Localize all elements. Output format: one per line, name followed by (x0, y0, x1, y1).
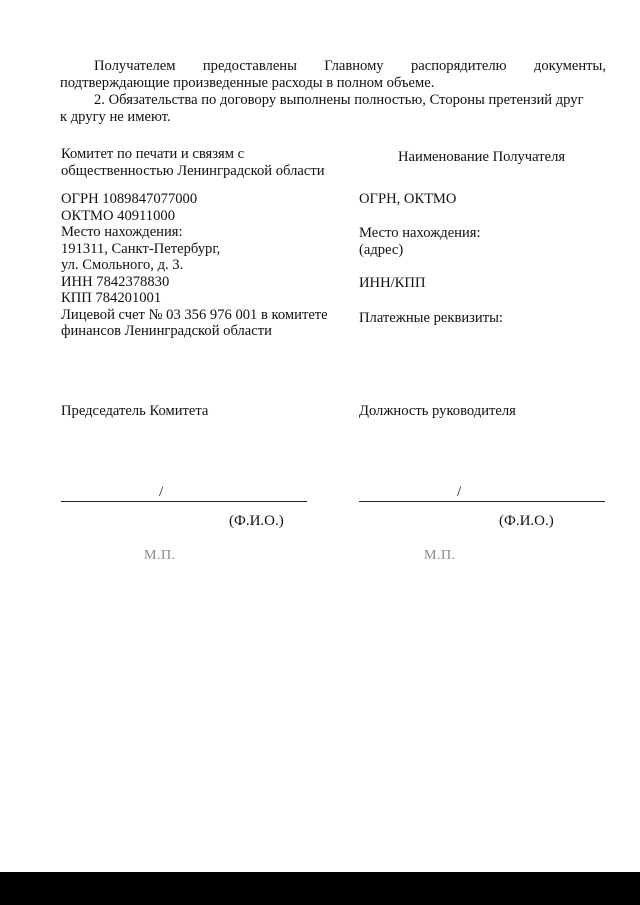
right-party-payment (359, 310, 619, 327)
intro-paragraph-2-line-1: 2. Обязательства по договору выполнены полностью, Стороны претензий друг (94, 92, 584, 108)
intro-paragraph-1-line-1: Получателем предоставлены Главному распорядителю документы, (94, 58, 606, 74)
left-address-line-1: 191311, Санкт-Петербург, (61, 240, 221, 257)
right-signature-line (359, 501, 605, 502)
left-party-details (61, 191, 351, 340)
right-party-location (359, 225, 619, 258)
right-party-title (398, 149, 640, 166)
intro-paragraph-2 (60, 92, 606, 126)
right-signer-title (359, 403, 619, 420)
right-party-ogrn (359, 191, 619, 208)
right-payment-label: Платежные реквизиты: (359, 310, 503, 326)
right-party-inn (359, 275, 619, 292)
left-signer-title (61, 403, 351, 420)
left-title-line-1: Комитет по печати и связям с (61, 146, 245, 162)
left-inn: ИНН 7842378830 (61, 273, 170, 290)
right-location-label: Место нахождения: (359, 225, 481, 241)
right-stamp-label: М.П. (424, 548, 456, 563)
left-kpp: КПП 784201001 (61, 290, 162, 306)
left-signature-line (61, 501, 307, 502)
left-title-line-2: общественностью Ленинградской области (61, 162, 325, 179)
right-signature-slash: / (457, 484, 462, 500)
right-signer-title-text: Должность руководителя (359, 403, 516, 419)
left-party-title (61, 146, 351, 179)
left-oktmo: ОКТМО 40911000 (61, 207, 175, 224)
intro-paragraph-1 (60, 58, 606, 92)
scan-edge-bar (0, 872, 640, 905)
intro-paragraph-1-line-2: подтверждающие произведенные расходы в полном объеме. (60, 75, 435, 91)
left-fio-label: (Ф.И.О.) (229, 513, 284, 529)
right-inn-kpp: ИНН/КПП (359, 275, 426, 291)
left-signer-title-text: Председатель Комитета (61, 403, 209, 419)
right-address: (адрес) (359, 241, 404, 258)
left-location-label: Место нахождения: (61, 224, 183, 240)
right-title-text: Наименование Получателя (398, 149, 566, 165)
left-account-line-2: финансов Ленинградской области (61, 323, 272, 339)
left-address-line-2: ул. Смольного, д. 3. (61, 257, 184, 273)
left-signature-slash: / (159, 484, 164, 500)
left-account-line-1: Лицевой счет № 03 356 976 001 в комитете (61, 306, 328, 323)
right-ogrn-oktmo: ОГРН, ОКТМО (359, 191, 457, 207)
left-stamp-label: М.П. (144, 548, 176, 563)
intro-paragraph-2-line-2: к другу не имеют. (60, 109, 171, 125)
right-fio-label: (Ф.И.О.) (499, 513, 554, 529)
left-ogrn: ОГРН 1089847077000 (61, 191, 198, 207)
